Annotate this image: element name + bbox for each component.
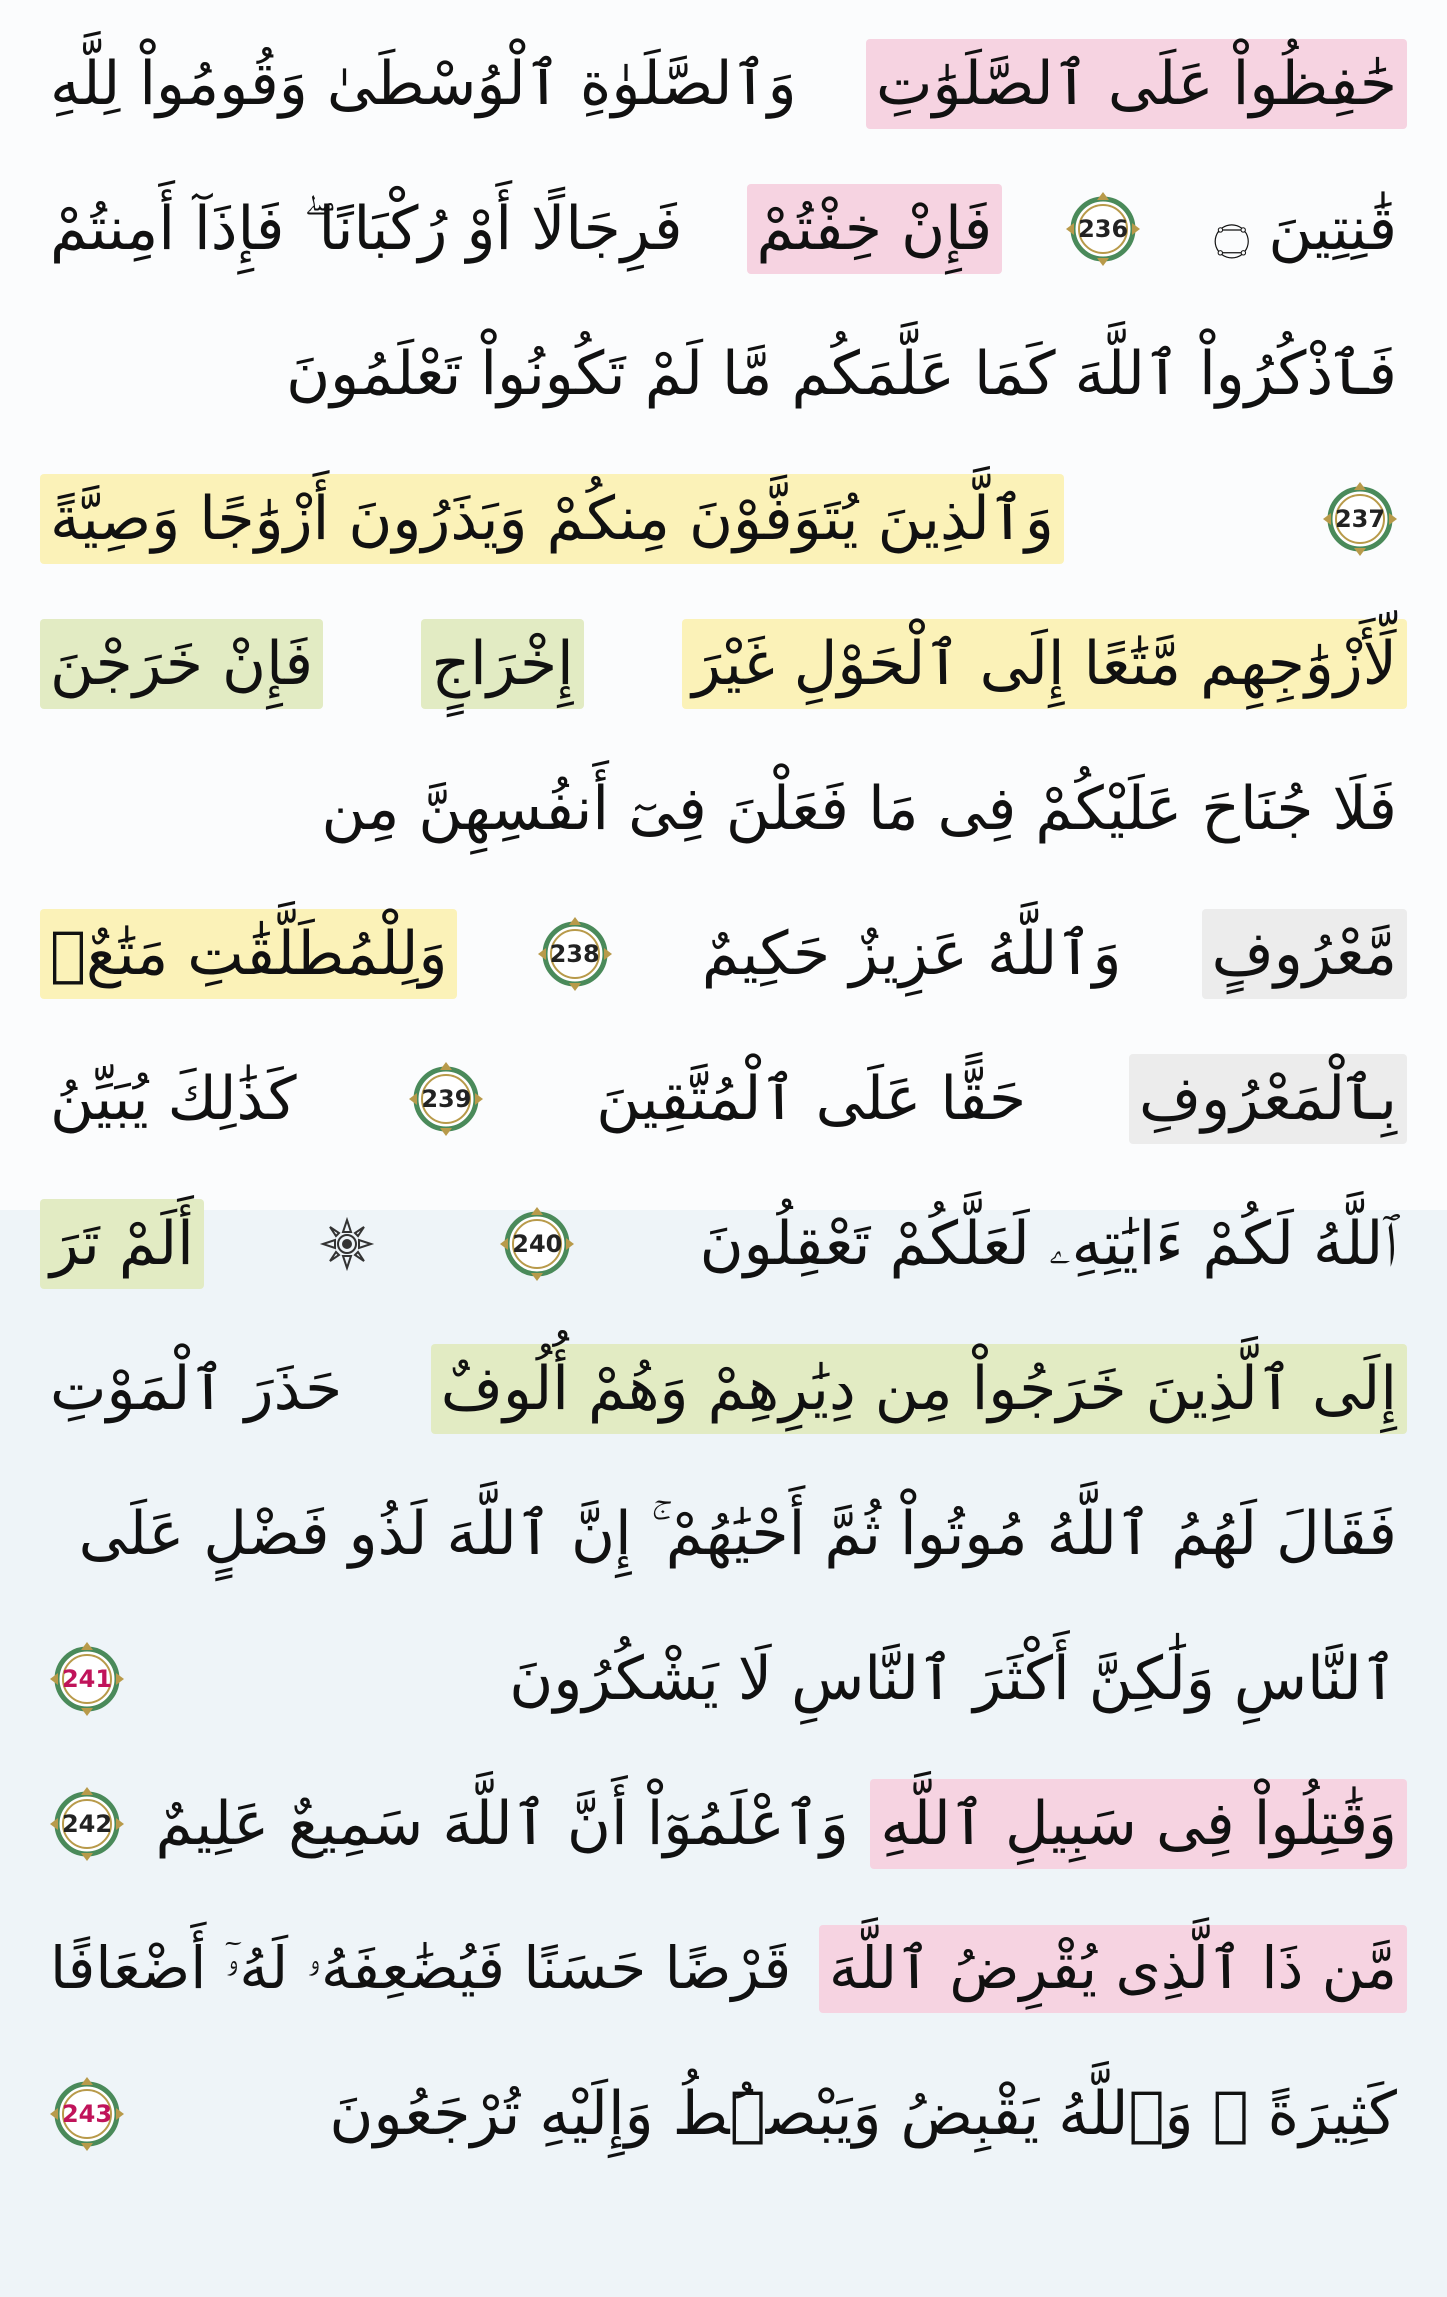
- verse-text: وَٱعْلَمُوٓاْ أَنَّ ٱللَّهَ سَمِيعٌ عَلِيمٌ: [155, 1789, 849, 1859]
- verse-text: ٱللَّهُ لَكُمْ ءَايَٰتِهِۦ لَعَلَّكُمْ تَعْقِلُونَ: [699, 1209, 1397, 1279]
- ayah-number-marker: [1064, 190, 1142, 268]
- verse-line: [40, 1035, 1407, 1163]
- verse-text: ٱلنَّاسِ وَلَٰكِنَّ أَكْثَرَ ٱلنَّاسِ لَا يَشْكُرُونَ: [509, 1644, 1397, 1714]
- ayah-number-marker: [48, 1785, 126, 1863]
- verse-text: وَٱلصَّلَوٰةِ ٱلْوُسْطَىٰ وَقُومُواْ لِلَّهِ: [50, 49, 797, 119]
- verse-text: قَرْضًا حَسَنًا فَيُضَٰعِفَهُۥ لَهُۥٓ أَضْعَافًا: [50, 1934, 792, 2003]
- verse-text: كَذَٰلِكَ يُبَيِّنُ: [50, 1064, 297, 1134]
- verse-line: [40, 745, 1407, 873]
- highlighted-phrase: إِلَى ٱلَّذِينَ خَرَجُواْ مِن دِيَٰرِهِمْ وَهُمْ أُلُوفٌ: [431, 1344, 1407, 1434]
- highlighted-phrase: لِّأَزْوَٰجِهِم مَّتَٰعًا إِلَى ٱلْحَوْلِ غَيْرَ: [682, 619, 1407, 709]
- verse-line: [40, 1325, 1407, 1453]
- verse-text: فَلَا جُنَاحَ عَلَيْكُمْ فِى مَا فَعَلْنَ فِىٓ أَنفُسِهِنَّ مِن: [321, 774, 1397, 844]
- verse-text: وَٱللَّهُ عَزِيزٌ حَكِيمٌ: [701, 919, 1122, 989]
- verse-text: قَٰنِتِينَ ۝: [1214, 194, 1397, 264]
- verse-line: [40, 2050, 1407, 2178]
- verse-line: [40, 310, 1407, 438]
- ayah-number-marker: [1321, 480, 1399, 558]
- highlighted-phrase: فَإِنْ خَرَجْنَ: [40, 619, 323, 709]
- ayah-number-marker: [48, 1640, 126, 1718]
- verse-line: [40, 20, 1407, 148]
- verse-text: حَذَرَ ٱلْمَوْتِ: [50, 1354, 343, 1424]
- ayah-number-marker: [498, 1205, 576, 1283]
- verse-line: [40, 455, 1407, 583]
- verse-line: [40, 1760, 1407, 1888]
- highlighted-phrase: فَإِنْ خِفْتُمْ: [747, 184, 1003, 274]
- highlighted-phrase: إِخْرَاجٍ: [421, 619, 583, 709]
- verse-line: [40, 600, 1407, 728]
- ayah-number: 241: [61, 1665, 113, 1693]
- ayah-number-marker: [48, 2075, 126, 2153]
- highlighted-phrase: مَّن ذَا ٱلَّذِى يُقْرِضُ ٱللَّهَ: [819, 1925, 1407, 2012]
- verse-line: [40, 165, 1407, 293]
- verse-line: [40, 1180, 1407, 1308]
- verse-text: حَقًّا عَلَى ٱلْمُتَّقِينَ: [596, 1064, 1027, 1134]
- highlighted-phrase: بِٱلْمَعْرُوفِ: [1129, 1054, 1407, 1144]
- verse-text: فَٱذْكُرُواْ ٱللَّهَ كَمَا عَلَّمَكُم مَّا لَمْ تَكُونُواْ تَعْلَمُونَ: [286, 339, 1397, 409]
- ayah-number: 242: [61, 1810, 113, 1838]
- ayah-number-marker: [407, 1060, 485, 1138]
- verse-text: كَثِيرَةً ۚ وَٱللَّهُ يَقْبِضُ وَيَبْصُۜطُ وَإِلَيْهِ تُرْجَعُونَ: [329, 2079, 1397, 2149]
- ayah-number: 240: [512, 1230, 563, 1258]
- ayah-number: 237: [1334, 505, 1386, 533]
- ayah-number: 239: [421, 1085, 472, 1113]
- ayah-number-marker: [536, 915, 614, 993]
- highlighted-phrase: مَّعْرُوفٍ: [1202, 909, 1407, 999]
- highlighted-phrase: أَلَمْ تَرَ: [40, 1199, 204, 1289]
- ayah-number: 243: [61, 2100, 113, 2128]
- rub-el-hizb-icon: [319, 1216, 375, 1272]
- ayah-number: 236: [1078, 215, 1129, 243]
- verse-line: [40, 1905, 1407, 2033]
- highlighted-phrase: وَٱلَّذِينَ يُتَوَفَّوْنَ مِنكُمْ وَيَذَرُونَ أَزْوَٰجًا وَصِيَّةً: [40, 474, 1064, 564]
- verse-line: [40, 1615, 1407, 1743]
- highlighted-phrase: وَلِلْمُطَلَّقَٰتِ مَتَٰعٌۢ: [40, 909, 457, 999]
- verse-text: فَقَالَ لَهُمُ ٱللَّهُ مُوتُواْ ثُمَّ أَحْيَٰهُمْ ۚ إِنَّ ٱللَّهَ لَذُو فَضْلٍ عَلَى: [78, 1499, 1397, 1569]
- ayah-number: 238: [549, 940, 600, 968]
- verse-line: [40, 890, 1407, 1018]
- verse-line: [40, 1470, 1407, 1598]
- highlighted-phrase: حَٰفِظُواْ عَلَى ٱلصَّلَوَٰتِ: [866, 39, 1407, 129]
- verse-text: فَرِجَالًا أَوْ رُكْبَانًا ۖ فَإِذَآ أَمِنتُمْ: [50, 194, 683, 264]
- highlighted-phrase: وَقَٰتِلُواْ فِى سَبِيلِ ٱللَّهِ: [870, 1779, 1407, 1869]
